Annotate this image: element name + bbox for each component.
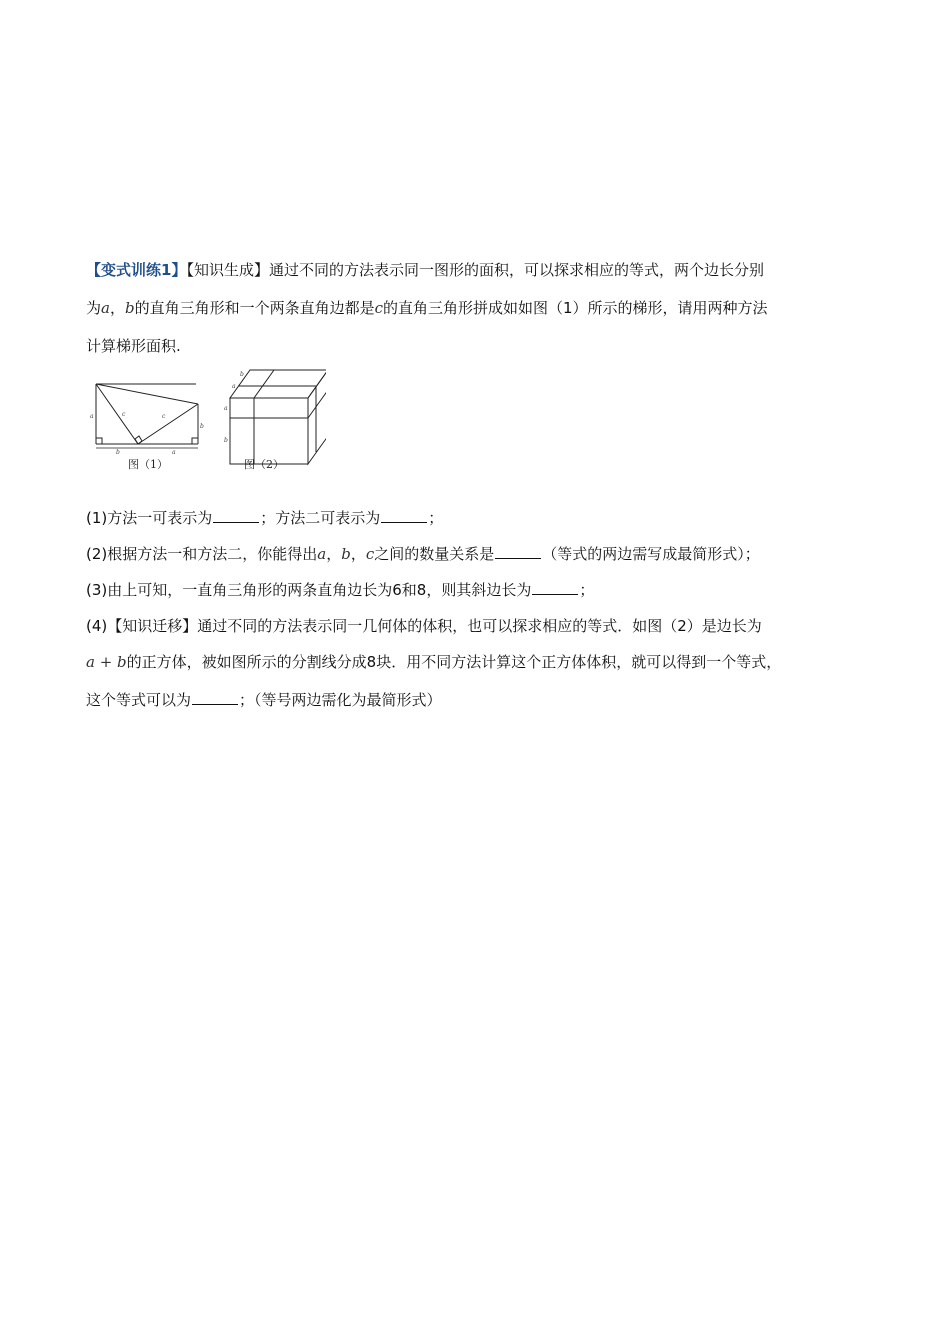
q2-mid: 之间的数量关系是	[374, 545, 495, 563]
var-b: b	[124, 299, 135, 317]
var-c: c	[374, 299, 384, 317]
comma: ，	[109, 299, 125, 317]
q2-var-b: b	[341, 545, 351, 563]
variant-training-tag: 【变式训练1】	[86, 261, 187, 279]
fig1-label-a-left: a	[90, 413, 94, 420]
fig2-label-a-top: a	[232, 383, 236, 390]
question-4-line-3	[86, 690, 442, 710]
figures-svg	[86, 368, 326, 476]
q3-blank[interactable]	[532, 580, 578, 595]
q2-sep-2: ，	[350, 545, 366, 563]
question-1	[86, 508, 443, 528]
question-4-line-2	[86, 652, 781, 672]
q4-expr-a-plus-b: a + b	[86, 653, 127, 671]
q1-blank-2[interactable]	[381, 508, 427, 523]
q4-blank[interactable]	[192, 690, 238, 705]
question-4-line-1: (4)【知识迁移】通过不同的方法表示同一几何体的体积，也可以探求相应的等式．如图（2）是边长为	[86, 617, 762, 635]
q3-pre: (3)由上可知，一直角三角形的两条直角边长为6和8，则其斜边长为	[86, 581, 532, 599]
q2-blank[interactable]	[495, 544, 541, 559]
q1-mid: ；方法二可表示为	[260, 509, 381, 527]
q2-var-a: a	[317, 545, 327, 563]
question-2	[86, 544, 760, 564]
q2-var-c: c	[365, 545, 375, 563]
q3-post: ；	[579, 581, 595, 599]
fig2-label-b-left: b	[224, 437, 228, 444]
intro-text-2-mid: 的直角三角形和一个两条直角边都是	[134, 299, 375, 317]
fig1-label-c-left: c	[122, 411, 126, 418]
fig2-label-a-left: a	[224, 405, 228, 412]
intro-text-1: 通过不同的方法表示同一图形的面积，可以探求相应的等式，两个边长分别	[268, 261, 764, 279]
figures	[86, 368, 326, 476]
var-a: a	[101, 299, 110, 317]
q2-post: （等式的两边需写成最简形式）；	[542, 545, 760, 563]
q4-line-3-pre: 这个等式可以为	[86, 691, 192, 709]
fig2-label-b-top: b	[240, 371, 244, 378]
q2-sep-1: ，	[326, 545, 342, 563]
fig1-label-a-bottom: a	[172, 449, 176, 456]
figure-1-trapezoid	[96, 384, 198, 444]
intro-line-1	[86, 260, 764, 280]
question-3	[86, 580, 594, 600]
q1-blank-1[interactable]	[213, 508, 259, 523]
q1-post: ；	[428, 509, 444, 527]
intro-line-2	[86, 298, 768, 318]
figure-2-caption: 图（2）	[244, 458, 284, 471]
q4-line-2-text: 的正方体，被如图所示的分割线分成8块．用不同方法计算这个正方体体积，就可以得到一个等式，	[126, 653, 782, 671]
figure-1-caption: 图（1）	[128, 458, 168, 471]
fig1-label-b-right: b	[200, 423, 204, 430]
q1-pre: (1)方法一可表示为	[86, 509, 213, 527]
figure-2-cube	[230, 370, 326, 464]
intro-text-2-post: 的直角三角形拼成如如图（1）所示的梯形，请用两种方法	[383, 299, 768, 317]
fig1-label-c-right: c	[162, 413, 166, 420]
q4-line-3-post: ；（等号两边需化为最简形式）	[239, 691, 442, 709]
knowledge-generation-tag: 【知识生成】	[186, 261, 269, 279]
q2-pre: (2)根据方法一和方法二，你能得出	[86, 545, 318, 563]
intro-line-3: 计算梯形面积.	[86, 337, 181, 355]
fig1-label-b-bottom: b	[116, 449, 120, 456]
intro-text-2-pre: 为	[86, 299, 102, 317]
